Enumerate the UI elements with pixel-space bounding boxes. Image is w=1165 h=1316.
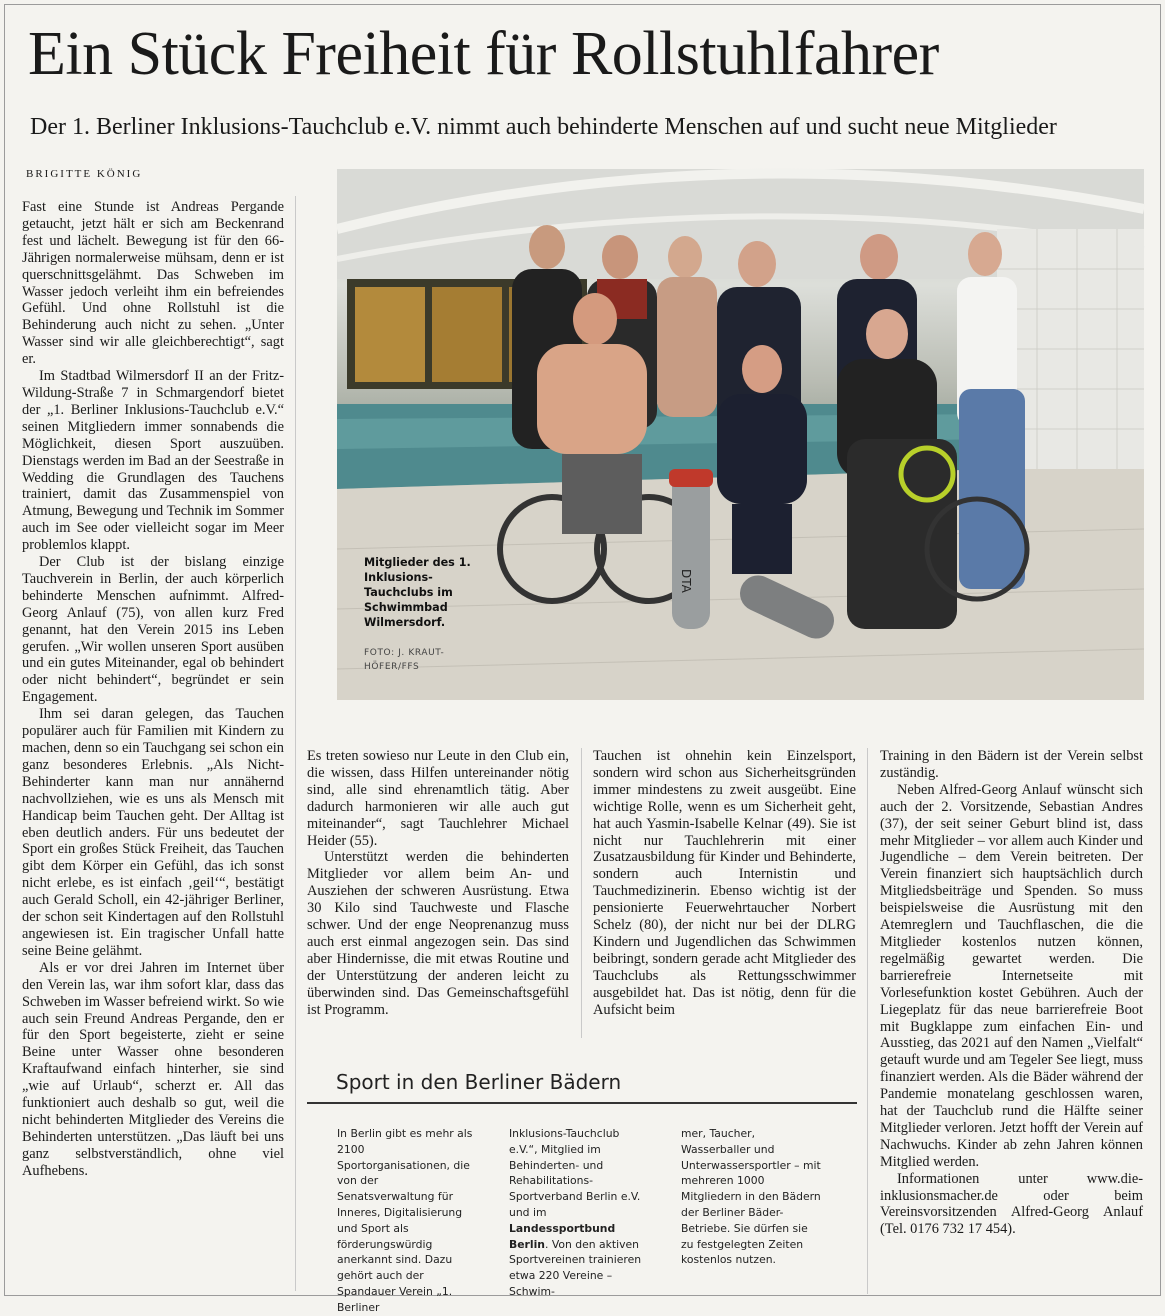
author-byline: BRIGITTE KÖNIG <box>26 168 143 180</box>
paragraph: Fast eine Stunde ist Andreas Pergande getaucht, jetzt hält er sich am Beckenrand fest und lächelt. Bewegung ist für den 66-Jährigen normalerweise mühsam, denn er ist querschnittsgelähmt. Das Schweben im Wasser jedoch verleiht ihm ein befreiendes Gefühl. Und ohne Rollstuhl ist die Behinderung auch nicht zu sehen. „Unter Wasser sind wir alle gleichberechtigt“, sagt er. <box>22 199 284 368</box>
infobox-text: . Von den aktiven Sportvereinen trainieren etwa 220 Vereine – Schwim- <box>509 1237 642 1298</box>
article-column-1 <box>22 199 284 1294</box>
infobox-column-3: mer, Taucher, Wasserballer und Unterwassersportler – mit mehreren 1000 Mitgliedern in den Bädern der Berliner Bäder-Betriebe. Sie dürfen sie zu festgelegten Zeiten kostenlos nutzen. <box>681 1127 821 1267</box>
headline: Ein Stück Freiheit für Rollstuhlfahrer <box>28 20 939 88</box>
cylinder-label: DTA <box>679 569 693 593</box>
infobox-rule <box>307 1102 857 1104</box>
infobox-title: Sport in den Berliner Bädern <box>336 1070 622 1094</box>
infobox-text: Inklusions-Tauchclub e.V.“, Mitglied im Behinderten- und Rehabilitations-Sportverband Berlin e.V. und im <box>509 1127 641 1219</box>
paragraph: Der Club ist der bislang einzige Tauchverein in Berlin, der auch körperlich behinderte Menschen aufnimmt. Alfred-Georg Anlauf (75), von allen kurz Fred genannt, hat den Verein 2015 ins Leben gerufen. „Wir wollen unseren Sport ausüben und ein gutes Miteinander, egal ob behindert oder nicht behindert“, begründet er sein Engagement. <box>22 554 284 706</box>
paragraph: Unterstützt werden die behinderten Mitglieder vor allem beim An- und Ausziehen der schweren Ausrüstung. Etwa 30 Kilo sind Tauchweste und Flasche schwer. Und der enge Neoprenanzug muss auch erst einmal angezogen sein. Das sind aber Hindernisse, die mit etwas Routine und der Unterstützung der anderen leicht zu überwinden sind. Das Gemeinschaftsgefühl ist Programm. <box>307 849 569 1018</box>
column-divider <box>867 748 868 1294</box>
paragraph: Informationen unter www.die-inklusionsmacher.de oder beim Vereinsvorsitzenden Alfred-Georg Anlauf (Tel. 0176 732 17 454). <box>880 1170 1143 1238</box>
subheadline: Der 1. Berliner Inklusions-Tauchclub e.V. nimmt auch behinderte Menschen auf und sucht neue Mitglieder <box>30 114 1057 140</box>
photo-credit: FOTO: J. KRAUT-HÖFER/FFS <box>364 648 445 672</box>
paragraph: Ihm sei daran gelegen, das Tauchen populärer auch für Familien mit Kindern zu machen, denn so ein Tauchgang sei schon ein ganz besonderes Erlebnis. „Als Nicht-Behinderter kann man nur annähernd nachvollziehen, wie es uns als Mensch mit Handicap beim Tauchen geht. Der Alltag ist eben deutlich anders. Für uns bedeutet der Sport ein großes Stück Freiheit, das Tauchen gibt dem Körper ein Gefühl, das ich sonst nicht erlebe, es ist einfach ‚geil‘“, bestätigt auch Gerald Scholl, ein 42-jähriger Berliner, der schon seit Kindertagen auf den Rollstuhl angewiesen ist. Ein tragischer Unfall hatte seine Beine gelähmt. <box>22 706 284 959</box>
article-column-3 <box>593 748 856 1038</box>
infobox-column-1: In Berlin gibt es mehr als 2100 Sportorganisationen, die von der Senatsverwaltung für Inneres, Digitalisierung und Sport als förderungswürdig anerkannt sind. Dazu gehört auch der Spandauer Verein „1. Berliner <box>337 1127 473 1314</box>
column-divider <box>295 196 296 1291</box>
photo-caption: Mitglieder des 1. Inklusions-Tauchclubs im Schwimmbad Wilmersdorf. <box>364 556 471 629</box>
column-divider <box>581 748 582 1038</box>
paragraph: Im Stadtbad Wilmersdorf II an der Fritz-Wildung-Straße 7 in Schmargendorf bietet der „1. Berliner Inklusions-Tauchclub e.V.“ seinen Mitgliedern immer sonnabends die Möglichkeit, diesen Sport auszuüben. Dienstags werden im Bad an der Seestraße in Wedding die Grundlagen des Tauchens trainiert, damit das Zusammenspiel von Atmung, Bewegung und Technik im Sommer auch im See oder vielleicht sogar im Meer problemlos klappt. <box>22 368 284 554</box>
article-column-2 <box>307 748 569 1038</box>
paragraph: Training in den Bädern ist der Verein selbst zuständig. <box>880 748 1143 781</box>
infobox-bold-text: Landessportbund Berlin <box>509 1221 616 1251</box>
infobox-column-2 <box>509 1126 650 1298</box>
paragraph: Tauchen ist ohnehin kein Einzelsport, sondern wird schon aus Sicherheitsgründen immer mindestens zu zweit ausgeübt. Eine wichtige Rolle, wenn es um Sicherheit geht, hat auch Yasmin-Isabelle Kelnar (49). Sie ist nicht nur Tauchlehrerin mit einer Zusatzausbildung für Kinder und Behinderte, sondern auch Internistin und Tauchmedizinerin. Ebenso wichtig ist der pensionierte Feuerwehrtaucher Norbert Schelz (80), der nicht nur bei der DLRG Kindern und Jugendlichen das Schwimmen beibringt, sondern gerade acht Mitglieder des Tauchclubs als Rettungsschwimmer ausgebildet hat. Das ist nötig, denn für die Aufsicht beim <box>593 748 856 1018</box>
paragraph: Als er vor drei Jahren im Internet über den Verein las, war ihm sofort klar, dass das Schweben im Wasser befreiend wirkt. So wie auch sein Freund Andreas Pergande, den er für den Sport begeisterte, zieht er seine Beine unter Wasser ohne besonderen Kraftaufwand einfach hinterher, sie sind „wie auf Urlaub“, scherzt er. All das funktioniert auch deshalb so gut, weil die nicht behinderten Mitglieder des Vereins die Behinderten unterstützen. „Das läuft bei uns ganz selbstverständlich, ohne viel Aufhebens. <box>22 959 284 1179</box>
paragraph: Es treten sowieso nur Leute in den Club ein, die wissen, dass Hilfen untereinander nötig sind, alle sind ehrenamtlich tätig. Aber dadurch harmonieren wir alle auch gut miteinander“, sagt Tauchlehrer Michael Heider (55). <box>307 748 569 849</box>
article-column-4 <box>880 748 1143 1294</box>
paragraph: Neben Alfred-Georg Anlauf wünscht sich auch der 2. Vorsitzende, Sebastian Andres (37), der seit seiner Geburt blind ist, dass mehr Mitglieder – vor allem auch Kinder und Jugendliche – dem Verein beitreten. Der Verein finanziert sich hauptsächlich durch Mitgliedsbeiträge und Spenden. So muss beispielsweise die Ausrüstung mit den Atemreglern und Tauchflaschen, die die Mitglieder kostenlos nutzen können, regelmäßig gewartet werden. Die barrierefreie Internetseite mit Vorlesefunktion kostet Gebühren. Auch der Liegeplatz für das neue barrierefreie Boot mit Bugklappe zum einfachen Ein- und Ausstieg, das 2021 auf den Namen „Vielfalt“ getauft wurde und am Tegeler See liegt, muss finanziert werden. Als die Bäder während der Pandemie monatelang geschlossen waren, hat der Tauchclub rund die Hälfte seiner Mitglieder verloren. Jetzt hofft der Verein auf Nachwuchs. Kinder ab zehn Jahren können Mitglied werden. <box>880 781 1143 1170</box>
